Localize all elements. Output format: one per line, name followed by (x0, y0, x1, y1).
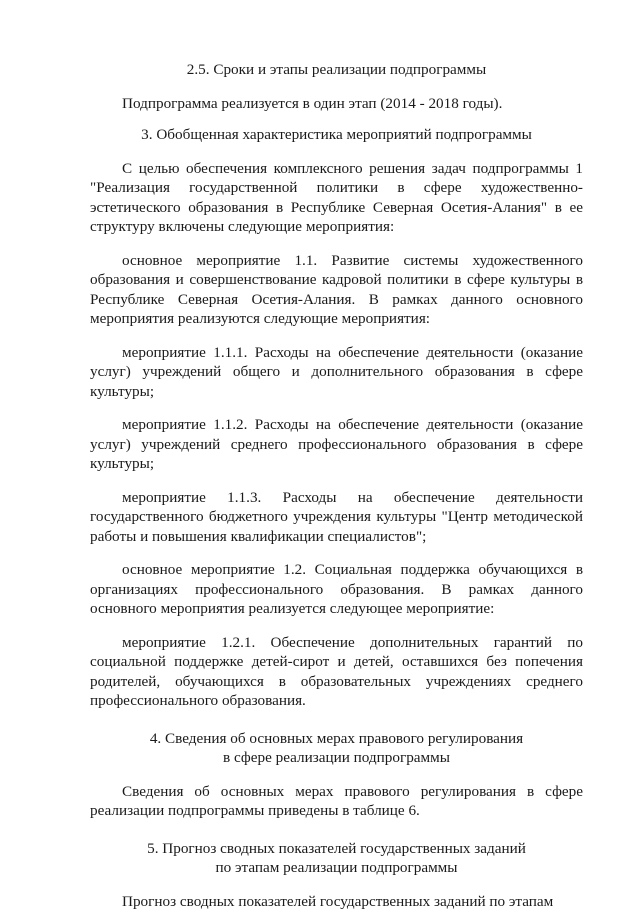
section-5-heading-line2: по этапам реализации подпрограммы (90, 858, 583, 878)
activity-1-1-2: мероприятие 1.1.2. Расходы на обеспечение деятельности (оказание услуг) учреждений среднего профессионального образования в сфере культуры; (90, 415, 583, 474)
main-activity-1-1: основное мероприятие 1.1. Развитие системы художественного образования и совершенствование кадровой политики в сфере культуры в Республике Северная Осетия-Алания. В рамках данного основного мероприятия реализуются следующие мероприятия: (90, 251, 583, 329)
section-5-text: Прогноз сводных показателей государственных заданий по этапам (90, 892, 583, 911)
section-2-5-text: Подпрограмма реализуется в один этап (2014 - 2018 годы). (90, 94, 583, 114)
section-4-heading (90, 729, 583, 768)
section-4-heading-line1: 4. Сведения об основных мерах правового регулирования (90, 729, 583, 749)
section-5-heading (90, 839, 583, 878)
section-3-heading: 3. Обобщенная характеристика мероприятий подпрограммы (90, 125, 583, 145)
activity-1-1-3: мероприятие 1.1.3. Расходы на обеспечение деятельности государственного бюджетного учреждения культуры "Центр методической работы и повышения квалификации специалистов"; (90, 488, 583, 547)
activity-1-1-1: мероприятие 1.1.1. Расходы на обеспечение деятельности (оказание услуг) учреждений общего и дополнительного образования в сфере культуры; (90, 343, 583, 402)
activity-1-2-1: мероприятие 1.2.1. Обеспечение дополнительных гарантий по социальной поддержке детей-сирот и детей, оставшихся без попечения родителей, обучающихся в образовательных учреждениях среднего профессионального образования. (90, 633, 583, 711)
section-4-heading-line2: в сфере реализации подпрограммы (90, 748, 583, 768)
main-activity-1-2: основное мероприятие 1.2. Социальная поддержка обучающихся в организациях профессионального образования. В рамках данного основного мероприятия реализуется следующее мероприятие: (90, 560, 583, 619)
section-5-heading-line1: 5. Прогноз сводных показателей государственных заданий (90, 839, 583, 859)
section-4-text: Сведения об основных мерах правового регулирования в сфере реализации подпрограммы приведены в таблице 6. (90, 782, 583, 821)
section-2-5-heading: 2.5. Сроки и этапы реализации подпрограммы (90, 60, 583, 80)
section-3-intro: С целью обеспечения комплексного решения задач подпрограммы 1 "Реализация государственной политики в сфере художественно-эстетического образования в Республике Северная Осетия-Алания" в ее структуру включены следующие мероприятия: (90, 159, 583, 237)
